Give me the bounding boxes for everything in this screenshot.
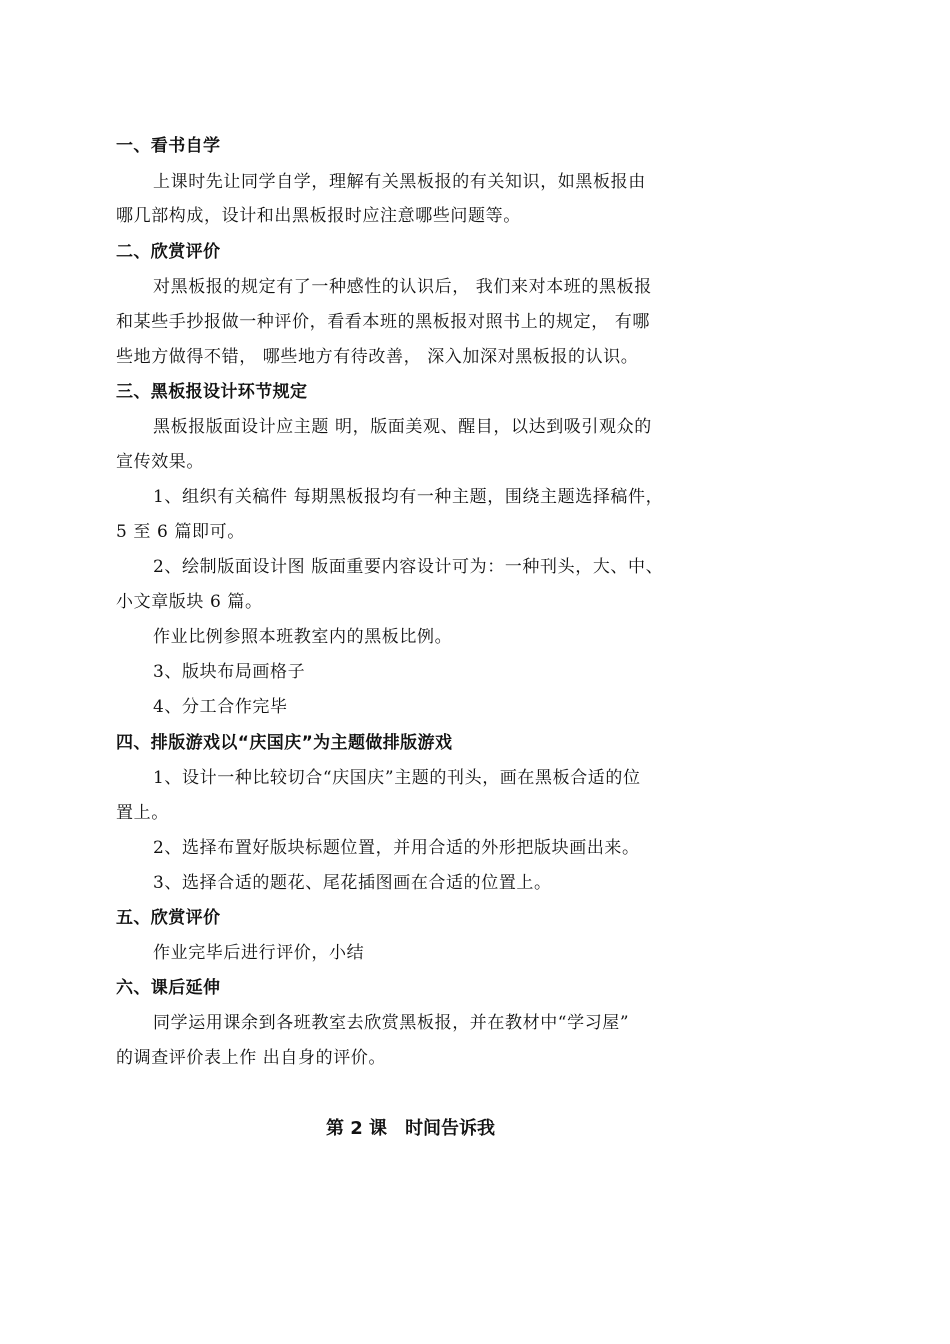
paragraph-line: 宣传效果。 — [116, 452, 204, 472]
lesson-name: 时间告诉我 — [405, 1118, 496, 1139]
paragraph-line: 小文章版块 6 篇。 — [116, 592, 263, 612]
paragraph-line: 1、设计一种比较切合“庆国庆”主题的刊头，画在黑板合适的位 — [153, 768, 641, 788]
paragraph-line: 的调查评价表上作 出自身的评价。 — [116, 1048, 387, 1068]
paragraph-line: 作业比例参照本班教室内的黑板比例。 — [153, 627, 453, 647]
lesson-title — [326, 1118, 495, 1140]
paragraph-line: 1、组织有关稿件 每期黑板报均有一种主题，围绕主题选择稿件， — [153, 487, 664, 507]
paragraph-line: 3、选择合适的题花、尾花插图画在合适的位置上。 — [153, 873, 552, 893]
paragraph-line: 上课时先让同学自学，理解有关黑板报的有关知识，如黑板报由 — [153, 172, 646, 192]
section-heading: 一、看书自学 — [116, 136, 221, 156]
paragraph-line: 同学运用课余到各班教室去欣赏黑板报，并在教材中“学习屋” — [153, 1013, 630, 1033]
paragraph-line: 对黑板报的规定有了一种感性的认识后， 我们来对本班的黑板报 — [153, 277, 652, 297]
section-heading: 二、欣赏评价 — [116, 242, 221, 262]
section-heading: 三、黑板报设计环节规定 — [116, 382, 308, 402]
paragraph-line: 作业完毕后进行评价，小结 — [153, 943, 365, 963]
paragraph-line: 黑板报版面设计应主题 明，版面美观、醒目，以达到吸引观众的 — [153, 417, 652, 437]
paragraph-line: 5 至 6 篇即可。 — [116, 522, 245, 542]
section-heading: 四、排版游戏以“庆国庆”为主题做排版游戏 — [116, 733, 453, 753]
paragraph-line: 3、版块布局画格子 — [153, 662, 306, 682]
section-heading: 五、欣赏评价 — [116, 908, 221, 928]
paragraph-line: 置上。 — [116, 803, 169, 823]
paragraph-line: 哪几部构成，设计和出黑板报时应注意哪些问题等。 — [116, 206, 521, 226]
paragraph-line: 2、选择布置好版块标题位置，并用合适的外形把版块画出来。 — [153, 838, 640, 858]
lesson-number: 第 2 课 — [326, 1118, 388, 1139]
paragraph-line: 4、分工合作完毕 — [153, 697, 288, 717]
paragraph-line: 和某些手抄报做一种评价，看看本班的黑板报对照书上的规定， 有哪 — [116, 312, 651, 332]
paragraph-line: 2、绘制版面设计图 版面重要内容设计可为：一种刊头，大、中、 — [153, 557, 664, 577]
paragraph-line: 些地方做得不错， 哪些地方有待改善， 深入加深对黑板报的认识。 — [116, 347, 639, 367]
section-heading: 六、课后延伸 — [116, 978, 221, 998]
